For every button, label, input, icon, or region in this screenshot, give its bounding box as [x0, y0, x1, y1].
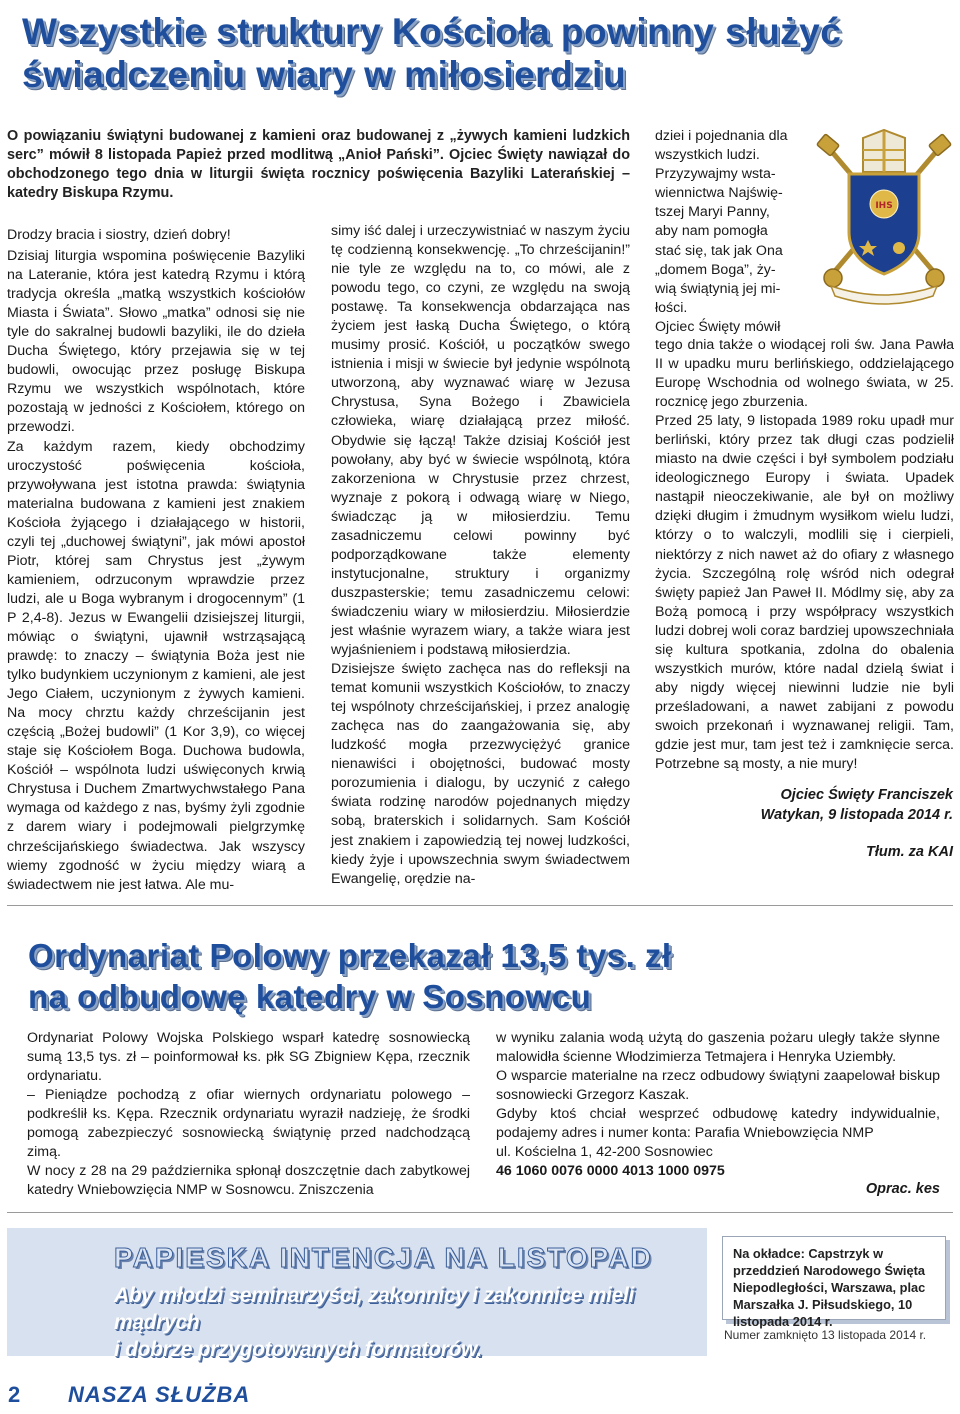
paragraph: Ordynariat Polowy Wojska Polskiego wsparł katedrę sosnowiecką sumą 13,5 tys. zł – poinformował ks. płk SG Zbigniew Kępa, rzecznik ordynariatu. [27, 1030, 470, 1085]
line: Przyzywajmy wsta- [655, 166, 776, 183]
papal-coat-of-arms-icon [813, 128, 955, 308]
intention-line1: Aby młodzi seminarzyści, zakonnicy i zakonnice mieli mądrych [114, 1284, 635, 1334]
paragraph: W nocy z 28 na 29 października spłonął doszczętnie dach zabytkowej katedry Wniebowzięcia NMP w Sosnowcu. Zniszczenia [27, 1163, 470, 1199]
magazine-logo: NASZA SŁUŻBA [68, 1382, 251, 1407]
headline-line1: Ordynariat Polowy przekazał 13,5 tys. zł [28, 937, 672, 974]
article2-headline [28, 935, 928, 1017]
article1-translation-credit: Tłum. za KAI [865, 844, 953, 860]
cover-note-text: Na okładce: Capstrzyk w przeddzień Narodowego Święta Niepodległości, Warszawa, plac Marszałka J. Piłsudskiego, 10 listopada 2014 r. [733, 1246, 926, 1329]
signature-name: Ojciec Święty Franciszek [780, 787, 953, 803]
article1-column3-wrap [655, 127, 805, 337]
article1-column3 [655, 336, 954, 774]
line: aby nam pomogła [655, 223, 768, 240]
headline-line2: na odbudowę katedry w Sosnowcu [28, 978, 592, 1015]
line: Ojciec Święty mówił [655, 318, 781, 335]
article2-right-column [496, 1029, 940, 1181]
svg-text:IHS: IHS [875, 201, 893, 211]
papal-intention-banner [7, 1228, 707, 1361]
account-number: 46 1060 0076 0000 4013 1000 0975 [496, 1163, 725, 1180]
article1-signature [655, 785, 953, 825]
signature-date: Watykan, 9 listopada 2014 r. [760, 807, 953, 823]
line: tszej Maryi Panny, [655, 204, 770, 221]
page-number: 2 [8, 1382, 21, 1407]
paragraph: Za każdym razem, kiedy obchodzimy uroczystość poświęcenia kościoła, przywoływana jest istotna prawda: świątynia materialna budowana z kamieni jest znakiem Kościoła żyjącego i działającego w historii, czyli tej „duchowej świątyni”, jak mówi apostoł Piotr, której sam Chrystus jest „żywym kamieniem, odrzuconym wprawdzie przez ludzi, ale u Boga wybranym i drogocennym” (1 P 2,4-8). Jezus w Ewangelii dzisiejszej liturgii, mówiąc o świątyni, ujawnił wstrząsającą prawdę: to znaczy – świątynia Boża jest nie tylko budynkiem uczynionym z kamieni, ale jest Jego Ciałem, uczynionym z żywych kamieni. Na mocy chrztu każdy chrześcijanin jest częścią „Bożej budowli” (1 Kor 3,9), co więcej staje się Kościołem Boga. Duchowa budowla, Kościół – wspólnota ludzi uświęconych krwią Chrystusa i Duchem Zmartwychwstałego Pana wymaga od każdego z nas, byśmy żyli zgodnie z darem wiary i podejmowali pielgrzymkę chrześcijańskiego świadectwa. Jak wszyscy wiemy zgodność w życiu między wiarą a świadectwem nie jest łatwa. Ale mu- [7, 438, 305, 893]
paragraph: Gdyby ktoś chciał wesprzeć odbudowę katedry indywidualnie, podajemy adres i numer konta: Parafia Wniebowzięcia NMP [496, 1106, 940, 1142]
address: ul. Kościelna 1, 42-200 Sosnowiec [496, 1144, 713, 1161]
paragraph: O wsparcie materialne na rzecz odbudowy świątyni zaapelował biskup sosnowiecki Grzegorz Kaszak. [496, 1068, 940, 1104]
line: „domem Boga”, ży- [655, 261, 776, 278]
issue-closing-date: Numer zamknięto 13 listopada 2014 r. [724, 1328, 927, 1342]
intention-text [114, 1282, 704, 1363]
line: stać się, tak jak Ona [655, 242, 783, 259]
divider [7, 905, 953, 906]
article1-headline [22, 10, 922, 96]
divider [7, 1212, 953, 1213]
paragraph: – Pieniądze pochodzą z ofiar wiernych ordynariatu polowego – podkreślił ks. Kępa. Rzecznik ordynariatu wyraził nadzieję, że środki pomogą zabezpieczyć sosnowiecką świątynię przed nadchodzącą zimą. [27, 1087, 470, 1161]
headline-line1: Wszystkie struktury Kościoła powinny służyć [22, 11, 842, 52]
greeting: Drodzy bracia i siostry, dzień dobry! [7, 227, 231, 243]
line: wiennictwa Najświę- [655, 185, 783, 202]
article1-column2 [331, 222, 630, 889]
intention-line2: i dobrze przygotowanych formatorów. [114, 1338, 482, 1361]
paragraph: Dzisiaj liturgia wspomina poświęcenie Bazyliki na Lateranie, która jest katedrą Rzymu i którą tradycja określa „matką wszystkich kościołów Miasta i Świata”. Słowo „matka” odnosi się nie tyle do sakralnej budowli bazyliki, ile do dzieła Ducha Świętego, który przejawia się w tej budowli, owocując przez posługę Biskupa Rzymu we wszystkich wspólnotach, które pozostają w jedności z Kościołem, którego on przewodzi. [7, 248, 305, 436]
intention-title: PAPIESKA INTENCJA NA LISTOPAD [114, 1242, 653, 1273]
article1-lead: O powiązaniu świątyni budowanej z kamieni oraz budowanej z „żywych kamieni ludzkich serc” mówił 8 listopada Papież przed modlitwą „Anioł Pański”. Ojciec Święty nawiązał do obchodzonego tego dnia w liturgii święta rocznicy poświęcenia Bazyliki Laterańskiej – katedry Biskupa Rzymu. [7, 128, 630, 201]
line: wią świątynią jej mi- [655, 280, 781, 297]
paragraph: simy iść dalej i urzeczywistniać w naszym życiu tę codzienną konsekwencję. „To chrześcijanin!” nie tyle ze względu na to, co mówi, ale z powodu tego, co czyni, ze względu na swoją postawę. Ta konsekwencja obdarzająca nas życiem jest łaską Ducha Świętego, o którą musimy prosić. Kościół, u początków swego istnienia i misji w świecie był jedynie wspólnotą utworzoną, aby wyznawać wiarę w Jezusa Chrystusa, Syna Bożego i Zbawiciela człowieka, wiarę działającą przez miłość. Obydwie się łączą! Także dzisiaj Kościół jest powołany, aby być w świecie wspólnotą, która zakorzeniona w Chrystusie przez chrzest, wyznaje z pokorą i odwagą wiarę w Niego, świadcząc ją w miłosierdziu. Temu zasadniczemu celowi powinny być podporządkowane także elementy instytucjonalne, struktury i organizmy duszpasterskie; temu zasadniczemu celowi: świadczeniu wiary w miłosierdziu. Miłosierdzie jest właśnie wyrazem wiary, a także wiara jest wyjaśnieniem i podstawą miłosierdzia. [331, 223, 630, 659]
paragraph: Przed 25 laty, 9 listopada 1989 roku upadł mur berliński, który przez tak długi czas podzielił miasto na dwie części i był symbolem podziału ideologicznego Europy i świata. Upadek nastąpił nieoczekiwanie, ale był on możliwy dzięki długim i żmudnym wysiłkom wielu ludzi, którzy o to walczyli, modlili się i cierpieli, niektórzy z nich nawet aż do ofiary z własnego życia. Szczególną rolę wśród nich odegrał święty papież Jan Paweł II. Módlmy się, aby za Bożą pomocą i przy współpracy wszystkich ludzi dobrej woli coraz bardziej upowszechniała się kultura spotkania, zdolna do obalenia wszystkich murów, które nadal dzielą świat i aby nigdy więcej niewinni ludzie nie byli prześladowani, a nawet zabijani z powodu swoich przekonań i wyznawanej religii. Tam, gdzie jest mur, tam jest też i zamknięcie serca. Potrzebne są mosty, a nie mury! [655, 413, 954, 773]
paragraph: w wyniku zalania wodą użytą do gaszenia pożaru uległy także słynne malowidła ścienne Włodzimierza Tetmajera i Henryka Uziembły. [496, 1030, 940, 1066]
article2-left-column [27, 1029, 470, 1200]
headline-line2: świadczeniu wiary w miłosierdziu [22, 54, 627, 95]
line: wszystkich ludzi. [655, 147, 760, 164]
cover-note-box [722, 1236, 946, 1329]
paragraph: tego dnia także o wiodącej roli św. Jana Pawła II w upadku muru berlińskiego, oddzielającego Europę Wschodnia od wolnego świata, w 25. rocznicę jego zburzenia. [655, 337, 954, 411]
paragraph: Dzisiejsze święto zachęca nas do refleksji na temat komunii wszystkich Kościołów, to znaczy tej wspólnoty chrześcijańskiej, i przez analogię zachęca nas do zaangażowania się, aby ludzkość mogła przezwyciężyć granice nienawiści i obojętności, budować mosty porozumienia i dialogu, by uczynić z całego świata rodzinę narodów pojednanych między sobą, braterskich i solidarnych. Sam Kościół jest znakiem i zapowiedzią tej nowej ludzkości, kiedy żyje i upowszechnia swym świadectwem Ewangelię, orędzie na- [331, 661, 630, 887]
article2-signature: Oprac. kes [865, 1181, 940, 1197]
line: łości. [655, 299, 688, 316]
article1-column1 [7, 226, 305, 895]
line: dziei i pojednania dla [655, 128, 788, 144]
